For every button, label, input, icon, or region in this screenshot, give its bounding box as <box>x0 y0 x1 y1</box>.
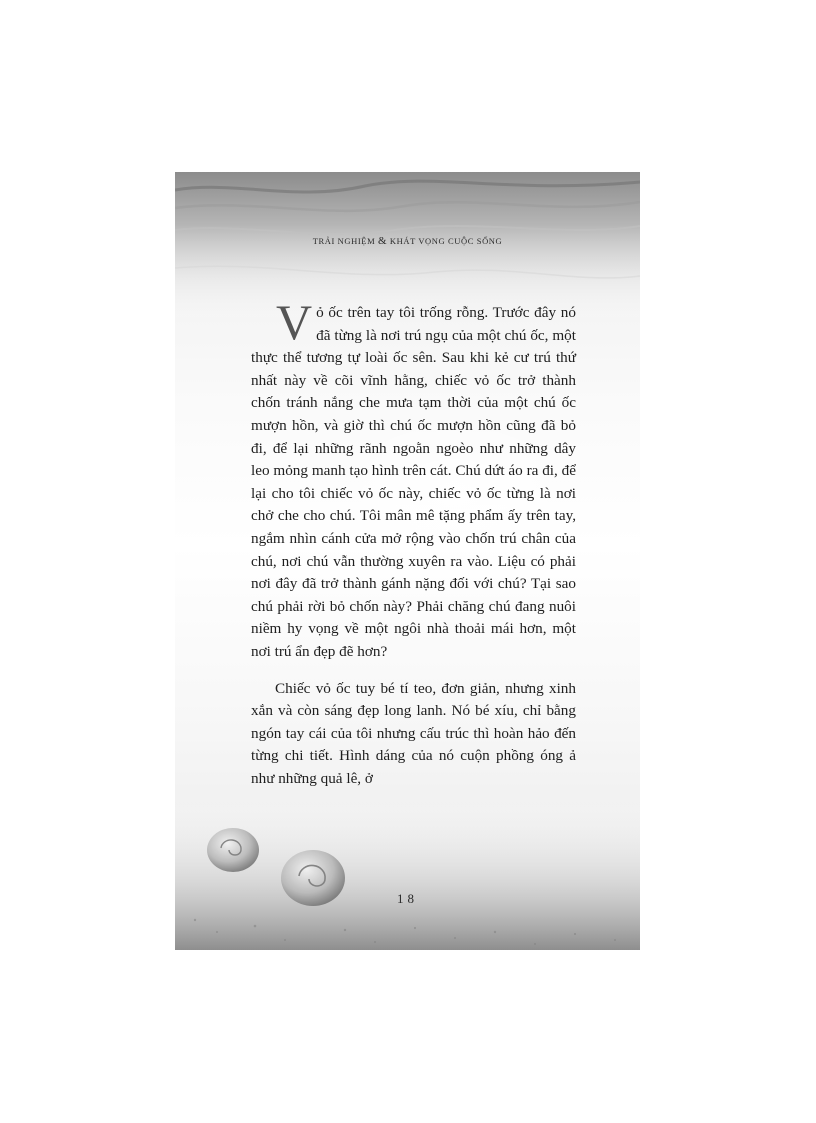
book-page <box>175 172 640 950</box>
ocean-waves-background <box>175 172 640 322</box>
sand-and-seashells-background <box>175 800 640 950</box>
header-ampersand: & <box>378 235 388 247</box>
header-title-part2: KHÁT VỌNG CUỘC SỐNG <box>389 236 503 246</box>
drop-cap: V <box>276 294 313 350</box>
paragraph-1 <box>251 294 576 664</box>
paragraph-1-text: ỏ ốc trên tay tôi trống rỗng. Trước đây nó đã từng là nơi trú ngụ của một chú ốc, một thực thể tương tự loài ốc sên. Sau khi kẻ cư trú thứ nhất này về cõi vĩnh hằng, chiếc vỏ ốc trở thành chốn tránh nắng che mưa tạm thời của một chú ốc mượn hồn, và giờ thì chú ốc mượn hồn cũng đã bỏ đi, để lại những rãnh ngoằn ngoèo như những dây leo mỏng manh tạo hình trên cát. Chú dứt áo ra đi, để lại cho tôi chiếc vỏ ốc này, chiếc vỏ ốc từng là nơi chở che cho chú. Tôi mân mê tặng phẩm ấy trên tay, ngắm nhìn cánh cửa mở rộng vào chốn trú chân của chú, nơi chú vẫn thường xuyên ra vào. Liệu có phải nơi đây đã trở thành gánh nặng đối với chú? Tại sao chú phải rời bỏ chốn này? Phải chăng chú đang nuôi niềm hy vọng về một ngôi nhà thoải mái hơn, một nơi trú ẩn đẹp đẽ hơn? <box>251 304 576 660</box>
seashell-icon <box>207 828 259 872</box>
header-title-part1: TRẢI NGHIỆM <box>312 236 376 246</box>
paragraph-2: Chiếc vỏ ốc tuy bé tí teo, đơn giản, nhưng xinh xắn và còn sáng đẹp long lanh. Nó bé xíu, chỉ bằng ngón tay cái của tôi nhưng cấu trúc thì hoàn hảo đến từng chi tiết. Hình dáng của nó cuộn phồng óng ả như những quả lê, ở <box>251 679 576 787</box>
page-number: 18 <box>397 891 418 906</box>
body-text <box>251 294 576 790</box>
running-header <box>175 235 640 247</box>
